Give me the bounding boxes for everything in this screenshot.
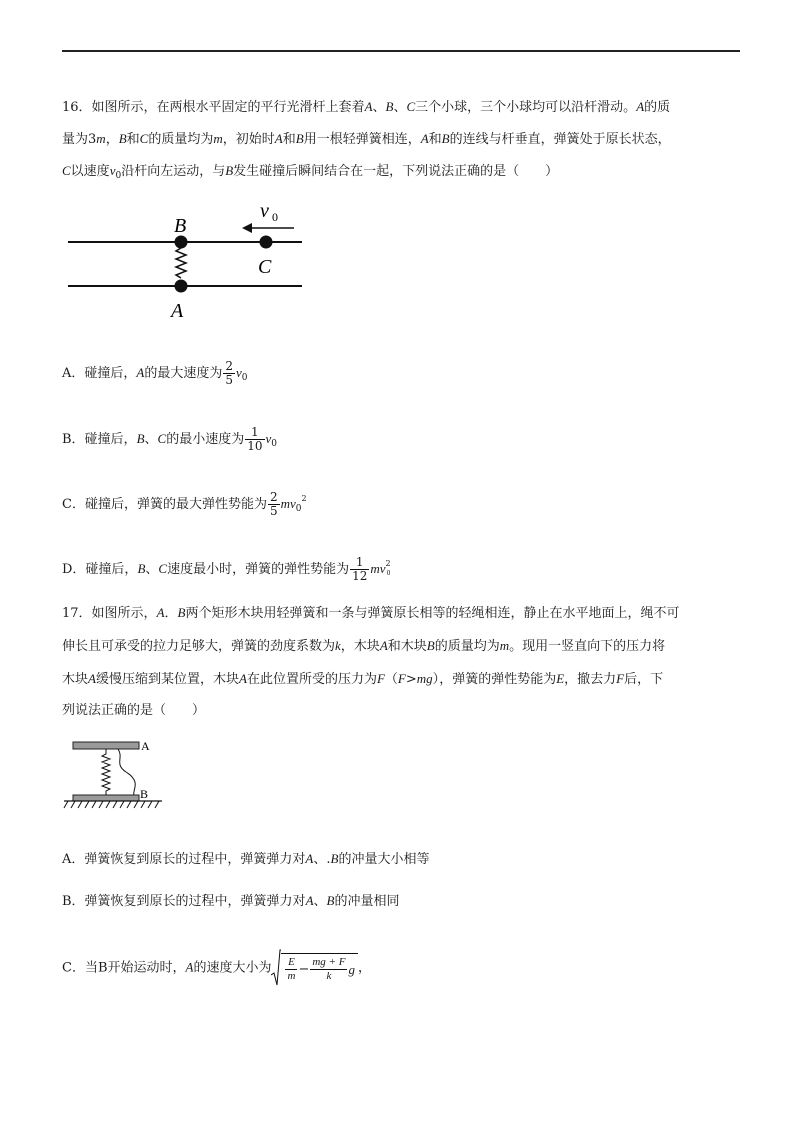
rope-icon bbox=[118, 749, 135, 795]
block-b bbox=[73, 795, 139, 801]
label-v: v bbox=[260, 200, 269, 222]
fraction: $\frac{1}{10}$ bbox=[247, 425, 263, 453]
spring-icon bbox=[102, 749, 110, 795]
label-b: B bbox=[174, 215, 187, 237]
q16-line-1: 16．如图所示，在两根水平固定的平行光滑杆上套着A、B、C三个小球，三个小球均可以沿杆滑动。A的质 bbox=[62, 99, 671, 115]
q17-number: 17． bbox=[62, 606, 92, 621]
ground-hatch-icon bbox=[64, 801, 159, 808]
q16-option-c[interactable]: C．碰撞后，弹簧的最大弹性势能为 $\frac{2}{5}$ $mv_0^2$ bbox=[62, 490, 307, 518]
q16-option-a[interactable]: A．碰撞后，A的最大速度为 $\frac{2}{5}$ $v_0$ bbox=[62, 359, 248, 387]
label-c: C bbox=[258, 256, 272, 278]
ball-b bbox=[175, 236, 188, 249]
label-a: A bbox=[141, 739, 150, 753]
fraction: $\frac{2}{5}$ bbox=[269, 490, 278, 518]
label-v-sub: 0 bbox=[272, 210, 278, 224]
q17-line-1: 17．如图所示，A．B两个矩形木块用轻弹簧和一条与弹簧原长相等的轻绳相连，静止在水平地面上，绳不可 bbox=[62, 605, 680, 621]
q16-diagram bbox=[62, 198, 312, 323]
q16-option-d[interactable]: D．碰撞后，B、C速度最小时，弹簧的弹性势能为 $\frac{1}{12}$ $mv^20$ bbox=[62, 555, 391, 583]
q16-option-b[interactable]: B．碰撞后，B、C的最小速度为 $\frac{1}{10}$ $v_0$ bbox=[62, 425, 278, 453]
fraction: $\frac{2}{5}$ bbox=[225, 359, 233, 387]
q17-line-4: 列说法正确的是（ ） bbox=[62, 703, 206, 718]
top-rule bbox=[62, 50, 740, 52]
q17-line-2: 伸长且可承受的拉力足够大，弹簧的劲度系数为k，木块A和木块B的质量均为m。现用一竖直向下的压力将 bbox=[62, 638, 666, 654]
q17-option-b[interactable]: B．弹簧恢复到原长的过程中，弹簧弹力对A、B的冲量相同 bbox=[62, 893, 400, 909]
label-b: B bbox=[140, 787, 149, 801]
spring-icon bbox=[176, 248, 186, 278]
label-a: A bbox=[171, 300, 184, 322]
q17-diagram bbox=[62, 734, 172, 814]
q17-line-3: 木块A缓慢压缩到某位置，木块A在此位置所受的压力为F（F>mg），弹簧的弹性势能为E，撤去力F后，下 bbox=[62, 671, 664, 687]
arrow-head-icon bbox=[242, 223, 252, 233]
ball-c bbox=[260, 236, 273, 249]
fraction: $\frac{1}{12}$ bbox=[352, 555, 368, 583]
q16-line-2: 量为3m，B和C的质量均为m，初始时A和B用一根轻弹簧相连，A和B的连线与杆垂直，弹簧处于原长状态， bbox=[62, 131, 671, 147]
sqrt-expression: $\frac{E}{m}$ − $\frac{mg + F}{k}$ g bbox=[271, 949, 357, 987]
q16-line-3: C以速度$v_0$沿杆向左运动，与B发生碰撞后瞬间结合在一起，下列说法正确的是（ ） bbox=[62, 163, 559, 181]
q17-option-a[interactable]: A．弹簧恢复到原长的过程中，弹簧弹力对A、.B的冲量大小相等 bbox=[62, 851, 430, 867]
block-a bbox=[73, 742, 139, 749]
q16-number: 16． bbox=[62, 100, 92, 115]
radical-sign-icon bbox=[271, 949, 281, 987]
ball-a bbox=[175, 280, 188, 293]
q17-option-c[interactable]: C．当B开始运动时，A的速度大小为 $\frac{E}{m}$ − $\frac{mg + F}{k}$ g ， bbox=[62, 949, 371, 987]
